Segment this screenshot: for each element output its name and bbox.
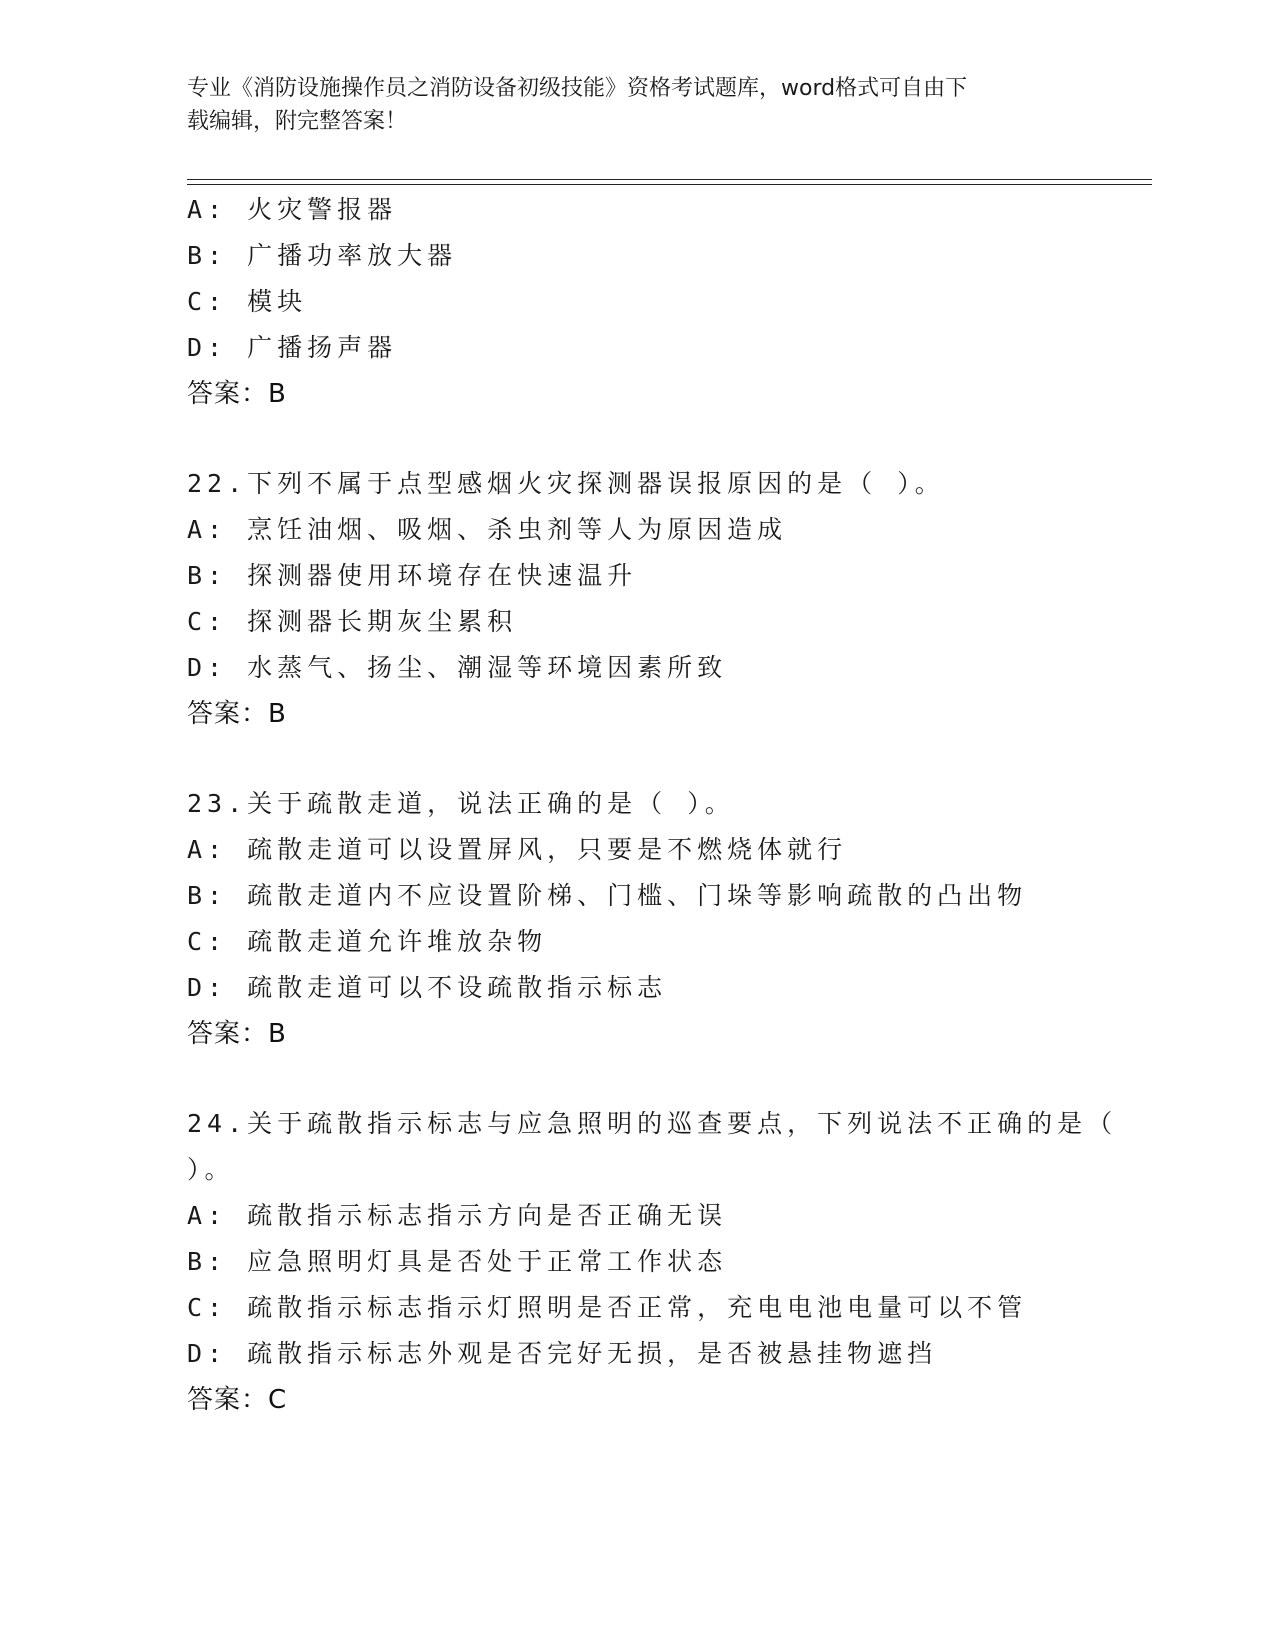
option-d: D: 疏散走道可以不设疏散指示标志	[187, 973, 668, 1002]
question-23	[187, 781, 1087, 1057]
option-b: B: 疏散走道内不应设置阶梯、门槛、门垛等影响疏散的凸出物	[187, 881, 1028, 910]
option-a: A: 疏散指示标志指示方向是否正确无误	[187, 1201, 728, 1230]
option-a: A: 烹饪油烟、吸烟、杀虫剂等人为原因造成	[187, 515, 788, 544]
option-d: D: 广播扬声器	[187, 333, 398, 362]
option-c: C: 模块	[187, 287, 308, 316]
answer: 答案：B	[187, 1019, 287, 1049]
option-a: A: 疏散走道可以设置屏风，只要是不燃烧体就行	[187, 835, 848, 864]
question-list	[187, 187, 1118, 1423]
question-text-line-2: ）。	[187, 1155, 235, 1184]
option-d: D: 疏散指示标志外观是否完好无损，是否被悬挂物遮挡	[187, 1339, 938, 1368]
option-b: B: 应急照明灯具是否处于正常工作状态	[187, 1247, 728, 1276]
option-b: B: 广播功率放大器	[187, 241, 458, 270]
answer: 答案：B	[187, 379, 287, 409]
answer: 答案：C	[187, 1385, 288, 1415]
header-divider-bottom	[187, 184, 1152, 185]
option-c: C: 探测器长期灰尘累积	[187, 607, 518, 636]
question-text-line-1: 24.关于疏散指示标志与应急照明的巡查要点，下列说法不正确的是（	[187, 1109, 1118, 1138]
header-divider-top	[187, 179, 1152, 180]
question-text: 23.关于疏散走道，说法正确的是（ ）。	[187, 789, 735, 818]
spacer	[187, 417, 1087, 461]
option-d: D: 水蒸气、扬尘、潮湿等环境因素所致	[187, 653, 728, 682]
option-b: B: 探测器使用环境存在快速温升	[187, 561, 638, 590]
spacer	[187, 1057, 1087, 1101]
header-line-1: 专业《消防设施操作员之消防设备初级技能》资格考试题库，word格式可自由下	[187, 76, 968, 101]
question-text: 22.下列不属于点型感烟火灾探测器误报原因的是（ ）。	[187, 469, 945, 498]
option-a: A: 火灾警报器	[187, 195, 398, 224]
option-c: C: 疏散走道允许堆放杂物	[187, 927, 548, 956]
question-24	[187, 1101, 1118, 1423]
option-c: C: 疏散指示标志指示灯照明是否正常，充电电池电量可以不管	[187, 1293, 1028, 1322]
answer: 答案：B	[187, 699, 287, 729]
document-header	[187, 72, 1067, 138]
question-22	[187, 461, 1087, 737]
header-line-2: 载编辑，附完整答案！	[187, 109, 408, 134]
question-21	[187, 187, 1087, 417]
spacer	[187, 737, 1087, 781]
